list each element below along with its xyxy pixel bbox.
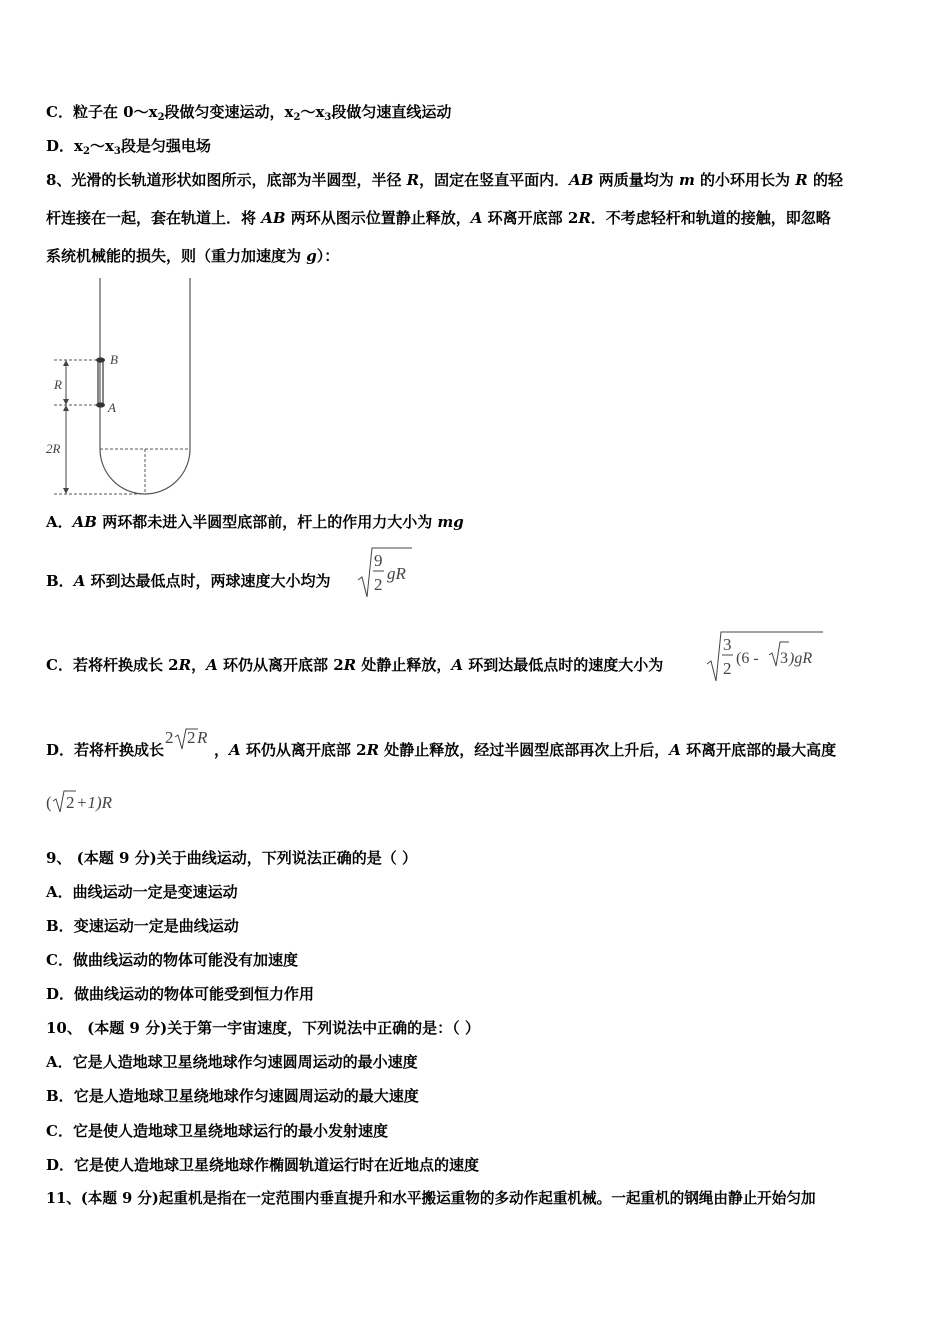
q10-option-c: C．它是使人造地球卫星绕地球运行的最小发射速度 bbox=[46, 1122, 388, 1140]
svg-text:R: R bbox=[197, 728, 208, 747]
svg-text:3: 3 bbox=[780, 650, 788, 667]
q7-option-c: C．粒子在 $0\sim x_2$段做匀变速运动，$x_2\sim x_3$段做匀速直线运动 bbox=[46, 103, 452, 123]
q8-option-c: C．若将杆换成长 2R，A 环仍从离开底部 2R 处静止释放，A 环到达最低点时的速度大小为 bbox=[46, 656, 664, 674]
q8-stem-line-2: 杆连接在一起，套在轨道上．将 AB 两环从图示位置静止释放，A 环离开底部 2R．不考虑轻杆和轨道的接触，即忽略 bbox=[46, 209, 831, 227]
svg-text:3: 3 bbox=[723, 635, 732, 654]
q8-stem-line-1: 8、光滑的长轨道形状如图所示，底部为半圆型，半径 R，固定在竖直平面内．AB 两质量均为 m 的小环用长为 R 的轻 bbox=[46, 171, 843, 189]
svg-text:gR: gR bbox=[387, 564, 406, 583]
label-a: A bbox=[108, 400, 116, 415]
svg-text:9: 9 bbox=[374, 551, 383, 570]
q8-stem-line-3: 系统机械能的损失，则（重力加速度为 g）： bbox=[46, 247, 340, 265]
q10-stem: 10、 (本题 9 分)关于第一宇宙速度，下列说法中正确的是：（ ） bbox=[46, 1019, 480, 1037]
svg-text:)gR: )gR bbox=[789, 650, 813, 667]
svg-text:2: 2 bbox=[723, 659, 732, 678]
q8-option-d-answer bbox=[46, 786, 136, 816]
svg-text:2: 2 bbox=[374, 575, 383, 594]
q10-option-a: A．它是人造地球卫星绕地球作匀速圆周运动的最小速度 bbox=[46, 1053, 418, 1071]
q9-option-a: A．曲线运动一定是变速运动 bbox=[46, 883, 238, 901]
q10-option-d: D．它是使人造地球卫星绕地球作椭圆轨道运行时在近地点的速度 bbox=[46, 1156, 480, 1174]
svg-text:(: ( bbox=[46, 793, 52, 812]
q10-option-b: B．它是人造地球卫星绕地球作匀速圆周运动的最大速度 bbox=[46, 1087, 419, 1105]
svg-text:(6 -: (6 - bbox=[736, 650, 759, 667]
svg-text:2: 2 bbox=[66, 793, 75, 812]
q9-option-d: D．做曲线运动的物体可能受到恒力作用 bbox=[46, 985, 315, 1003]
q8-option-c-formula bbox=[705, 628, 827, 684]
svg-text:+1)R: +1)R bbox=[76, 793, 113, 812]
svg-text:2: 2 bbox=[165, 728, 174, 747]
q9-option-c: C．做曲线运动的物体可能没有加速度 bbox=[46, 951, 298, 969]
q7-option-d: D．$x_2\sim x_3$段是匀强电场 bbox=[46, 137, 211, 157]
track-diagram bbox=[40, 274, 200, 500]
label-2r: 2R bbox=[46, 441, 61, 456]
q8-option-b-formula bbox=[356, 544, 416, 600]
q9-stem: 9、 (本题 9 分)关于曲线运动，下列说法正确的是（ ） bbox=[46, 849, 417, 867]
q8-option-b: B．A 环到达最低点时，两球速度大小均为 bbox=[46, 572, 331, 590]
q11-stem: 11、(本题 9 分)起重机是指在一定范围内垂直提升和水平搬运重物的多动作起重机械。一起重机的钢绳由静止开始匀加 bbox=[46, 1190, 816, 1207]
q9-option-b: B．变速运动一定是曲线运动 bbox=[46, 917, 239, 935]
ring-b bbox=[96, 357, 105, 362]
label-b: B bbox=[110, 352, 118, 367]
q8-option-a: A．AB 两环都未进入半圆型底部前，杆上的作用力大小为 mg bbox=[46, 513, 464, 531]
q8-option-d: D．若将杆换成长 2 2 R ，A 环仍从离开底部 2R 处静止释放，经过半圆型底部再次上升后，A 环离开底部的最大高度 bbox=[46, 728, 837, 759]
q8-option-d-rod-length bbox=[164, 727, 214, 757]
ring-a bbox=[96, 402, 105, 407]
svg-text:2: 2 bbox=[187, 728, 196, 747]
label-r: R bbox=[54, 377, 62, 392]
